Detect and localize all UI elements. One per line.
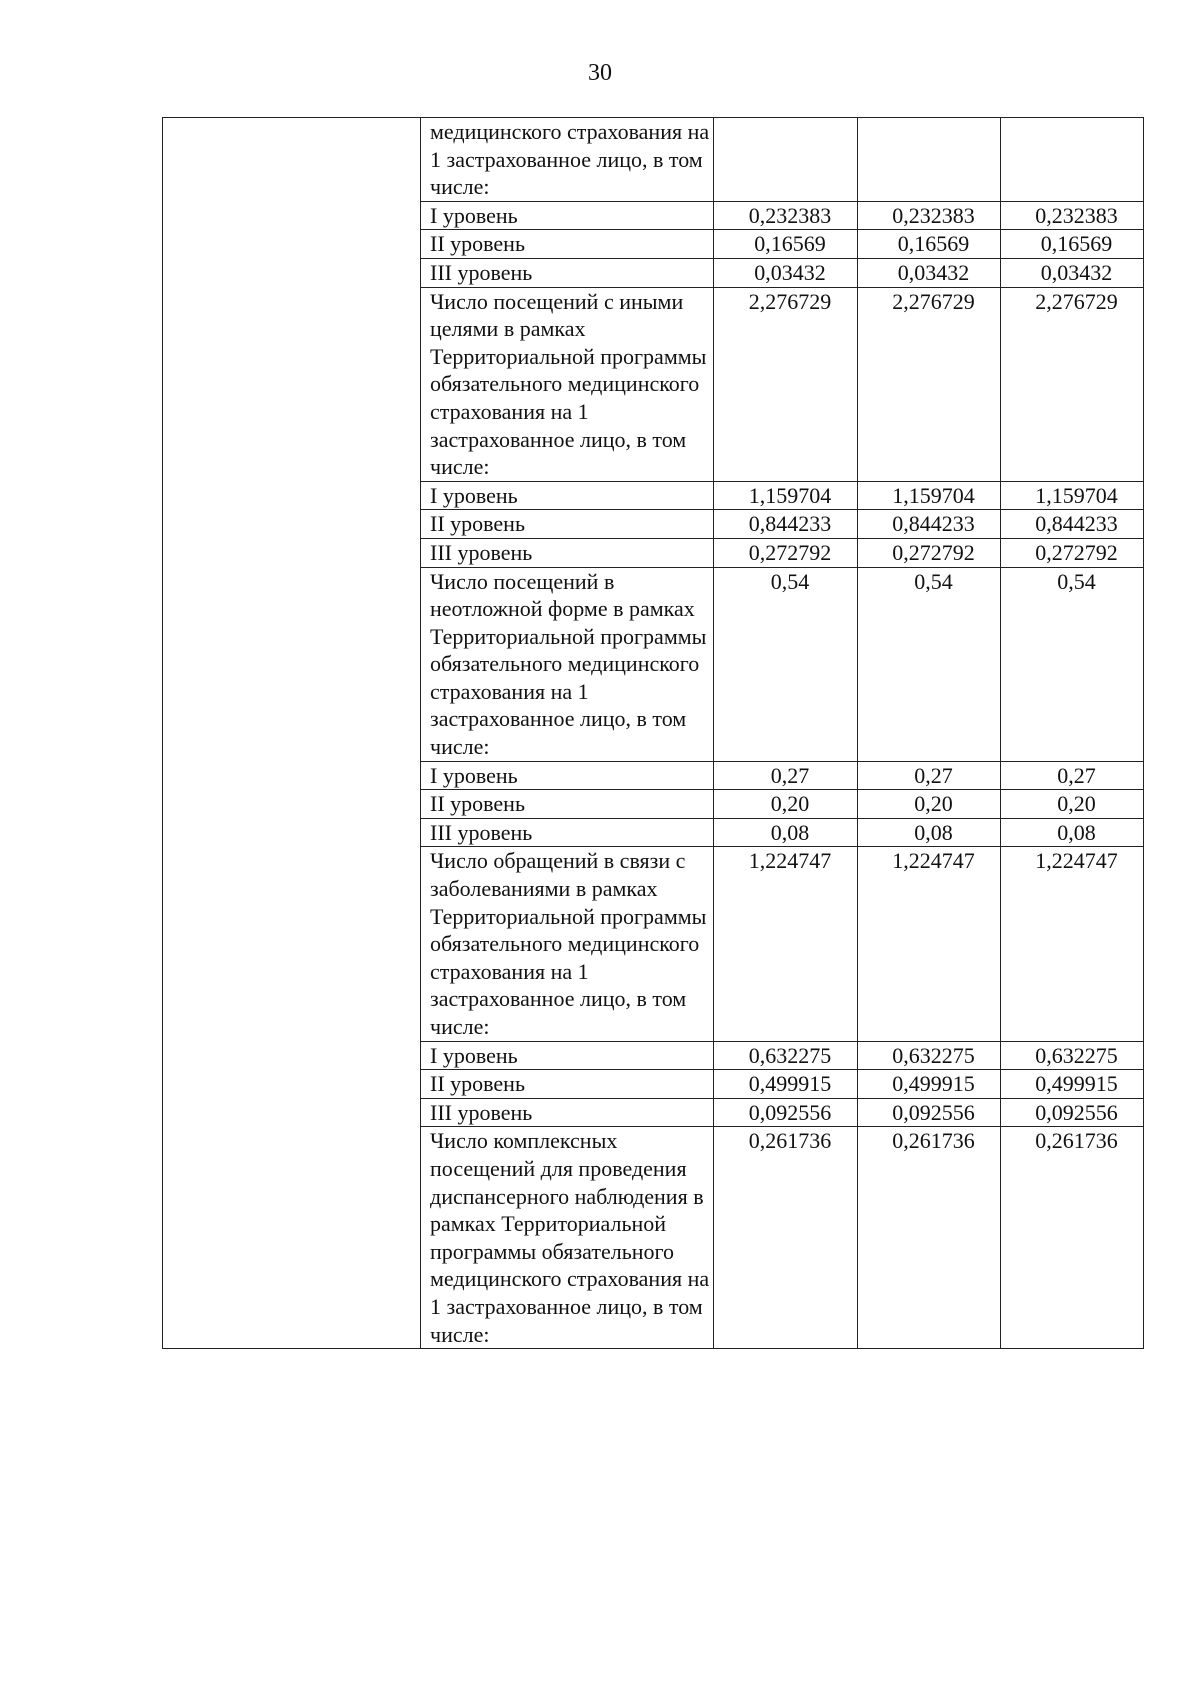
value-cell: 2,276729 bbox=[714, 287, 858, 481]
value-cell: 1,224747 bbox=[1001, 847, 1144, 1041]
value-cell: 0,272792 bbox=[714, 538, 858, 567]
value-cell: 0,499915 bbox=[858, 1070, 1001, 1099]
value-cell: 0,232383 bbox=[1001, 201, 1144, 230]
value-cell: 0,632275 bbox=[858, 1041, 1001, 1070]
value-cell: 0,632275 bbox=[1001, 1041, 1144, 1070]
value-cell: 0,632275 bbox=[714, 1041, 858, 1070]
value-cell: 0,844233 bbox=[714, 510, 858, 539]
row-label: медицинского страхования на 1 застрахованное лицо, в том числе: bbox=[421, 118, 714, 202]
value-cell: 0,03432 bbox=[714, 258, 858, 287]
section-cell bbox=[163, 118, 421, 1349]
value-cell: 1,159704 bbox=[1001, 481, 1144, 510]
row-label: III уровень bbox=[421, 538, 714, 567]
value-cell: 2,276729 bbox=[1001, 287, 1144, 481]
value-cell: 0,261736 bbox=[714, 1127, 858, 1349]
row-label: II уровень bbox=[421, 790, 714, 819]
row-label: I уровень bbox=[421, 481, 714, 510]
indicator-table bbox=[162, 117, 1144, 1349]
value-cell: 2,276729 bbox=[858, 287, 1001, 481]
value-cell: 0,08 bbox=[1001, 818, 1144, 847]
value-cell bbox=[858, 118, 1001, 202]
value-cell: 0,261736 bbox=[1001, 1127, 1144, 1349]
value-cell bbox=[714, 118, 858, 202]
row-label: II уровень bbox=[421, 230, 714, 259]
value-cell: 1,159704 bbox=[714, 481, 858, 510]
row-label: Число посещений с иными целями в рамках Территориальной программы обязательного медицинского страхования на 1 застрахованное лицо, в том числе: bbox=[421, 287, 714, 481]
value-cell: 0,20 bbox=[1001, 790, 1144, 819]
value-cell: 0,844233 bbox=[1001, 510, 1144, 539]
page-number: 30 bbox=[588, 60, 612, 86]
value-cell bbox=[1001, 118, 1144, 202]
row-label: III уровень bbox=[421, 258, 714, 287]
value-cell: 0,27 bbox=[1001, 761, 1144, 790]
value-cell: 0,27 bbox=[858, 761, 1001, 790]
value-cell: 0,499915 bbox=[714, 1070, 858, 1099]
value-cell: 0,08 bbox=[714, 818, 858, 847]
value-cell: 0,03432 bbox=[1001, 258, 1144, 287]
value-cell: 0,16569 bbox=[858, 230, 1001, 259]
value-cell: 0,092556 bbox=[1001, 1098, 1144, 1127]
row-label: I уровень bbox=[421, 201, 714, 230]
value-cell: 0,261736 bbox=[858, 1127, 1001, 1349]
value-cell: 0,08 bbox=[858, 818, 1001, 847]
table-row bbox=[163, 118, 1144, 202]
value-cell: 0,092556 bbox=[714, 1098, 858, 1127]
value-cell: 0,03432 bbox=[858, 258, 1001, 287]
value-cell: 0,54 bbox=[1001, 567, 1144, 761]
row-label: II уровень bbox=[421, 510, 714, 539]
value-cell: 0,16569 bbox=[1001, 230, 1144, 259]
value-cell: 0,844233 bbox=[858, 510, 1001, 539]
value-cell: 0,20 bbox=[858, 790, 1001, 819]
row-label: Число посещений в неотложной форме в рамках Территориальной программы обязательного медицинского страхования на 1 застрахованное лицо, в том числе: bbox=[421, 567, 714, 761]
value-cell: 0,54 bbox=[858, 567, 1001, 761]
row-label: I уровень bbox=[421, 1041, 714, 1070]
value-cell: 0,499915 bbox=[1001, 1070, 1144, 1099]
value-cell: 1,159704 bbox=[858, 481, 1001, 510]
row-label: Число комплексных посещений для проведения диспансерного наблюдения в рамках Территориальной программы обязательного медицинского страхования на 1 застрахованное лицо, в том числе: bbox=[421, 1127, 714, 1349]
value-cell: 0,20 bbox=[714, 790, 858, 819]
value-cell: 0,272792 bbox=[1001, 538, 1144, 567]
value-cell: 0,16569 bbox=[714, 230, 858, 259]
row-label: Число обращений в связи с заболеваниями в рамках Территориальной программы обязательного медицинского страхования на 1 застрахованное лицо, в том числе: bbox=[421, 847, 714, 1041]
value-cell: 0,232383 bbox=[714, 201, 858, 230]
row-label: II уровень bbox=[421, 1070, 714, 1099]
value-cell: 0,54 bbox=[714, 567, 858, 761]
value-cell: 0,232383 bbox=[858, 201, 1001, 230]
value-cell: 0,27 bbox=[714, 761, 858, 790]
row-label: III уровень bbox=[421, 818, 714, 847]
row-label: III уровень bbox=[421, 1098, 714, 1127]
value-cell: 0,272792 bbox=[858, 538, 1001, 567]
value-cell: 1,224747 bbox=[858, 847, 1001, 1041]
value-cell: 0,092556 bbox=[858, 1098, 1001, 1127]
value-cell: 1,224747 bbox=[714, 847, 858, 1041]
row-label: I уровень bbox=[421, 761, 714, 790]
